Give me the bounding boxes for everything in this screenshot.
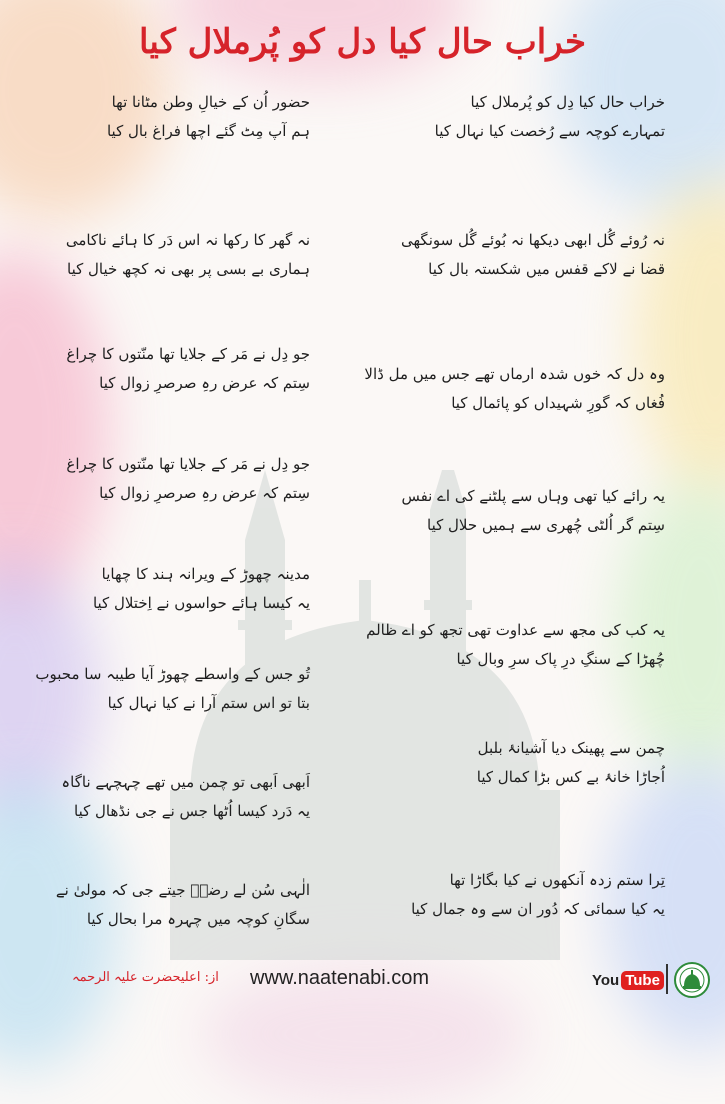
verse-line: تِرا ستم زدہ آنکھوں نے کیا بگاڑا تھا xyxy=(449,871,665,889)
stanza xyxy=(25,768,310,826)
stanza xyxy=(25,88,310,146)
verse-line: سِتم کہ عرض رہِ صرصرِ زوال کیا xyxy=(99,374,310,392)
verse-line: اُجاڑا خانۂ بے کس بڑا کمال کیا xyxy=(476,768,665,786)
verse-line: یہ کیسا ہائے حواسوں نے اِختلال کیا xyxy=(92,594,310,612)
stanza xyxy=(380,226,665,284)
youtube-logo-text: You xyxy=(592,971,620,989)
stanza xyxy=(380,734,665,792)
verse-line: وہ دل کہ خوں شدہ ارماں تھے جس میں مل ڈالا xyxy=(364,365,665,383)
poem-title: خراب حال کیا دل کو پُرملال کیا xyxy=(139,22,586,62)
verse-line: یہ کیا سمائی کہ دُور ان سے وہ جمال کیا xyxy=(411,900,665,918)
verse-line: حضور اُن کے خیالِ وطن مٹانا تھا xyxy=(111,93,310,111)
verse-line: تمہارے کوچہ سے رُخصت کیا نہال کیا xyxy=(434,122,665,140)
verse-line: فُغاں کہ گورِ شہیداں کو پائمال کیا xyxy=(451,394,665,412)
verse-line: یہ دَرد کیسا اُٹھا جس نے جی نڈھال کیا xyxy=(74,802,310,820)
stanza xyxy=(380,88,665,146)
verse-line: جو دِل نے مَر کے جلایا تھا منّتوں کا چراغ xyxy=(66,345,310,363)
website-link[interactable]: www.naatenabi.com xyxy=(250,967,429,989)
verse-line: نہ گھر کا رکھا نہ اس دَر کا ہائے ناکامی xyxy=(65,231,310,249)
verse-line: یہ رائے کیا تھی وہاں سے پلٹنے کی اے نفس xyxy=(401,487,665,505)
verse-line: جو دِل نے مَر کے جلایا تھا منّتوں کا چراغ xyxy=(66,455,310,473)
verse-line: چُھڑا کے سنگِ درِ پاک سرِ وبال کیا xyxy=(456,650,665,668)
stanza xyxy=(25,660,310,718)
verse-line: ہم آپ مِٹ گئے اچھا فراغ بال کیا xyxy=(106,122,310,140)
verse-line: قضا نے لاکے قفس میں شکستہ بال کیا xyxy=(428,260,665,278)
footer-divider xyxy=(666,964,668,994)
youtube-logo-text: Tube xyxy=(621,971,664,990)
channel-badge-icon[interactable] xyxy=(674,962,710,998)
stanza xyxy=(364,360,665,418)
verse-line: یہ کب کی مجھ سے عداوت تھی تجھ کو اے ظالم xyxy=(366,621,665,639)
stanza xyxy=(380,866,665,924)
verse-line: خراب حال کیا دِل کو پُرملال کیا xyxy=(470,93,665,111)
stanza xyxy=(25,340,310,398)
stanza xyxy=(25,226,310,284)
verse-line: بتا تو اس ستم آرا نے کیا نہال کیا xyxy=(107,694,310,712)
verse-line: چمن سے پھینک دیا آشیانۂ بلبل xyxy=(477,739,665,757)
verse-line: سِتم گر اُلٹی چُھری سے ہمیں حلال کیا xyxy=(427,516,665,534)
stanza xyxy=(366,616,665,674)
stanza xyxy=(380,482,665,540)
verse-line: تُو جس کے واسطے چھوڑ آیا طیبہ سا محبوب xyxy=(35,665,310,683)
stanza xyxy=(25,560,310,618)
verse-line: ہماری بے بسی پر بھی نہ کچھ خیال کیا xyxy=(67,260,310,278)
verse-line: سِتم کہ عرض رہِ صرصرِ زوال کیا xyxy=(99,484,310,502)
verse-line: الٰہی سُن لے رضاؔ جیتے جی کہ مولیٰ نے xyxy=(55,881,310,899)
verse-line: نہ رُوئے گُل ابھی دیکھا نہ بُوئے گُل سونگھی xyxy=(401,231,665,249)
verse-line: سگانِ کوچہ میں چہرہ مرا بحال کیا xyxy=(86,910,310,928)
watercolor-wash xyxy=(0,250,110,610)
verse-line: مدینہ چھوڑ کے ویرانہ ہند کا چھایا xyxy=(101,565,310,583)
stanza xyxy=(25,876,310,934)
verse-line: اَبھی اَبھی تو چمن میں تھے چہچہے ناگاہ xyxy=(61,773,310,791)
poet-credit: از: اعلیحضرت علیہ الرحمہ xyxy=(72,970,219,985)
stanza xyxy=(25,450,310,508)
youtube-logo-icon[interactable] xyxy=(592,968,664,992)
